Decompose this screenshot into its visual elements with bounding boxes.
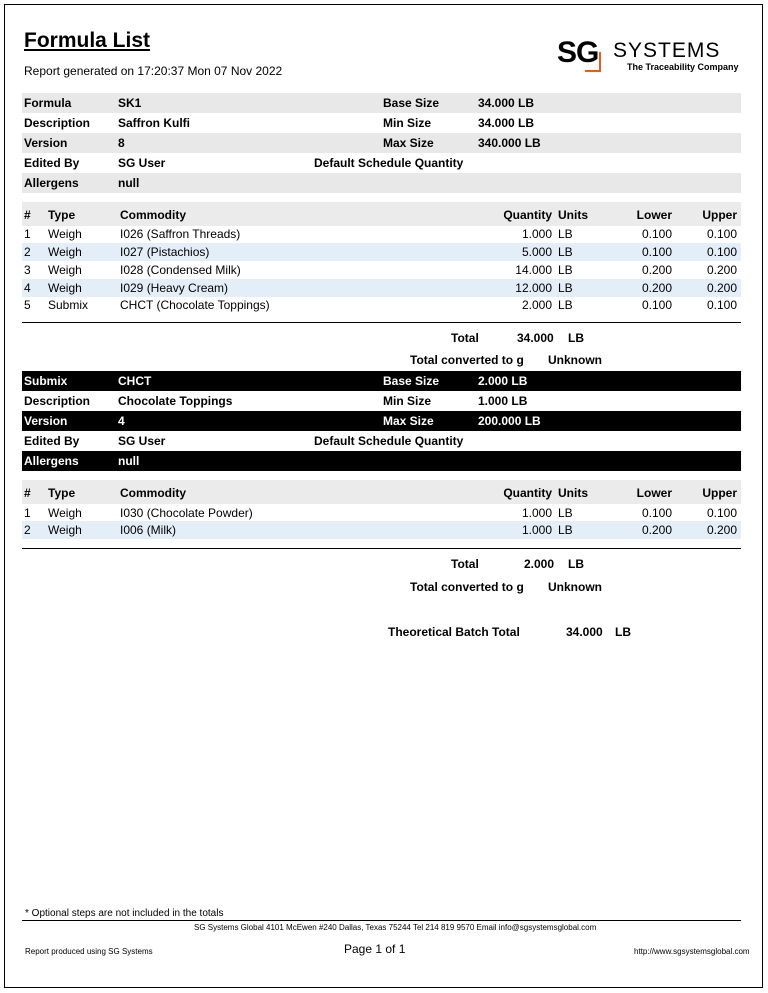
- row-type: Weigh: [48, 506, 82, 520]
- formula-value: SK1: [118, 96, 142, 110]
- submix-row: [22, 371, 741, 391]
- row-num: 1: [24, 506, 31, 520]
- row-type: Weigh: [48, 227, 82, 241]
- col-quantity: Quantity: [503, 486, 552, 500]
- generated-timestamp: Report generated on 17:20:37 Mon 07 Nov 2022: [24, 64, 283, 78]
- submix-base-size-value: 2.000 LB: [478, 374, 528, 388]
- submix-version-value: 4: [118, 414, 125, 428]
- submix-label: Submix: [24, 374, 68, 388]
- row-upper: 0.100: [706, 227, 737, 241]
- base-size-value: 34.000 LB: [478, 96, 535, 110]
- row-lower: 0.200: [641, 281, 672, 295]
- optional-steps-note: * Optional steps are not included in the totals: [25, 908, 224, 919]
- row-num: 4: [24, 281, 31, 295]
- submix-description-label: Description: [24, 394, 91, 408]
- row-quantity: 12.000: [515, 281, 552, 295]
- col-lower: Lower: [636, 486, 672, 500]
- schedule-quantity-label: Default Schedule Quantity: [314, 156, 464, 170]
- divider: [22, 548, 741, 549]
- table-row: [22, 296, 741, 314]
- row-quantity: 2.000: [521, 298, 552, 312]
- formula-table-header: [22, 202, 741, 226]
- row-quantity: 1.000: [521, 506, 552, 520]
- logo-tagline: The Traceability Company: [627, 62, 739, 72]
- row-num: 1: [24, 227, 31, 241]
- company-url[interactable]: http://www.sgsystemsglobal.com: [634, 947, 750, 956]
- submix-min-size-label: Min Size: [383, 394, 432, 408]
- submix-converted-label: Total converted to g: [410, 580, 524, 594]
- table-row: [22, 261, 741, 279]
- converted-label: Total converted to g: [410, 353, 524, 367]
- col-upper: Upper: [702, 486, 737, 500]
- row-units: LB: [558, 298, 573, 312]
- row-upper: 0.200: [706, 263, 737, 277]
- submix-version-label: Version: [24, 414, 68, 428]
- submix-edited-by-value: SG User: [118, 434, 166, 448]
- row-commodity: I026 (Saffron Threads): [120, 227, 241, 241]
- version-row: [22, 133, 741, 153]
- row-upper: 0.100: [706, 298, 737, 312]
- description-value: Saffron Kulfi: [118, 116, 190, 130]
- row-upper: 0.100: [706, 506, 737, 520]
- row-commodity: I028 (Condensed Milk): [120, 263, 241, 277]
- submix-version-row: [22, 411, 741, 431]
- row-units: LB: [558, 227, 573, 241]
- allergens-row: [22, 173, 741, 193]
- submix-min-size-value: 1.000 LB: [478, 394, 528, 408]
- produced-by: Report produced using SG Systems: [25, 947, 153, 956]
- submix-base-size-label: Base Size: [383, 374, 440, 388]
- row-lower: 0.200: [641, 263, 672, 277]
- logo-bracket-icon: [585, 52, 601, 72]
- batch-total-units: LB: [615, 625, 631, 639]
- description-row: [22, 113, 741, 133]
- submix-allergens-value: null: [118, 454, 140, 468]
- row-type: Submix: [48, 298, 89, 312]
- formula-label: Formula: [24, 96, 72, 110]
- row-lower: 0.100: [641, 245, 672, 259]
- row-type: Weigh: [48, 281, 82, 295]
- submix-allergens-row: [22, 451, 741, 471]
- row-commodity: I030 (Chocolate Powder): [120, 506, 253, 520]
- submix-table-header: [22, 480, 741, 504]
- report-title: Formula List: [24, 29, 151, 52]
- edited-by-value: SG User: [118, 156, 166, 170]
- submix-converted-value: Unknown: [548, 580, 602, 594]
- row-num: 2: [24, 245, 31, 259]
- row-upper: 0.200: [706, 523, 737, 537]
- row-num: 5: [24, 298, 31, 312]
- row-num: 3: [24, 263, 31, 277]
- row-lower: 0.200: [641, 523, 672, 537]
- table-row: [22, 279, 741, 297]
- batch-total-label: Theoretical Batch Total: [388, 625, 520, 639]
- batch-total-value: 34.000: [566, 625, 603, 639]
- page-number: Page 1 of 1: [344, 942, 406, 956]
- formula-row: [22, 93, 741, 113]
- row-upper: 0.100: [706, 245, 737, 259]
- submix-schedule-quantity-label: Default Schedule Quantity: [314, 434, 464, 448]
- row-quantity: 5.000: [521, 245, 552, 259]
- row-commodity: I006 (Milk): [120, 523, 177, 537]
- submix-total-value: 2.000: [524, 557, 555, 571]
- total-units: LB: [568, 331, 584, 345]
- col-num: #: [24, 208, 31, 222]
- col-units: Units: [558, 208, 588, 222]
- row-quantity: 14.000: [515, 263, 552, 277]
- min-size-value: 34.000 LB: [478, 116, 535, 130]
- col-commodity: Commodity: [120, 208, 186, 222]
- table-row: [22, 243, 741, 261]
- edited-by-label: Edited By: [24, 156, 80, 170]
- version-value: 8: [118, 136, 125, 150]
- logo-systems: SYSTEMS: [613, 39, 721, 62]
- converted-value: Unknown: [548, 353, 602, 367]
- submix-max-size-value: 200.000 LB: [478, 414, 541, 428]
- version-label: Version: [24, 136, 68, 150]
- row-type: Weigh: [48, 523, 82, 537]
- edited-by-row: [22, 153, 741, 173]
- divider: [22, 322, 741, 323]
- col-type: Type: [48, 486, 76, 500]
- submix-total-units: LB: [568, 557, 584, 571]
- submix-description-value: Chocolate Toppings: [118, 394, 233, 408]
- row-upper: 0.200: [706, 281, 737, 295]
- row-commodity: I027 (Pistachios): [120, 245, 210, 259]
- allergens-value: null: [118, 176, 140, 190]
- logo-sg: SG: [557, 36, 599, 69]
- max-size-label: Max Size: [383, 136, 434, 150]
- row-lower: 0.100: [641, 227, 672, 241]
- col-lower: Lower: [636, 208, 672, 222]
- table-row: [22, 504, 741, 522]
- allergens-label: Allergens: [24, 176, 79, 190]
- row-units: LB: [558, 523, 573, 537]
- row-units: LB: [558, 245, 573, 259]
- company-address: SG Systems Global 4101 McEwen #240 Dallas, Texas 75244 Tel 214 819 9570 Email info@sgsystemsglobal.com: [194, 923, 597, 932]
- row-num: 2: [24, 523, 31, 537]
- col-commodity: Commodity: [120, 486, 186, 500]
- max-size-value: 340.000 LB: [478, 136, 541, 150]
- row-units: LB: [558, 263, 573, 277]
- footer-divider: [22, 920, 741, 921]
- total-label: Total: [451, 331, 479, 345]
- total-value: 34.000: [517, 331, 554, 345]
- col-units: Units: [558, 486, 588, 500]
- submix-edited-by-label: Edited By: [24, 434, 80, 448]
- row-units: LB: [558, 506, 573, 520]
- table-row: [22, 225, 741, 243]
- submix-description-row: [22, 391, 741, 411]
- row-lower: 0.100: [641, 506, 672, 520]
- col-type: Type: [48, 208, 76, 222]
- row-lower: 0.100: [641, 298, 672, 312]
- table-row: [22, 521, 741, 539]
- col-num: #: [24, 486, 31, 500]
- col-upper: Upper: [702, 208, 737, 222]
- submix-allergens-label: Allergens: [24, 454, 79, 468]
- min-size-label: Min Size: [383, 116, 432, 130]
- row-commodity: CHCT (Chocolate Toppings): [120, 298, 270, 312]
- row-quantity: 1.000: [521, 523, 552, 537]
- row-commodity: I029 (Heavy Cream): [120, 281, 229, 295]
- col-quantity: Quantity: [503, 208, 552, 222]
- submix-total-label: Total: [451, 557, 479, 571]
- row-type: Weigh: [48, 263, 82, 277]
- row-type: Weigh: [48, 245, 82, 259]
- submix-value: CHCT: [118, 374, 152, 388]
- row-units: LB: [558, 281, 573, 295]
- sg-systems-logo: [557, 36, 742, 78]
- submix-max-size-label: Max Size: [383, 414, 434, 428]
- description-label: Description: [24, 116, 91, 130]
- base-size-label: Base Size: [383, 96, 440, 110]
- submix-edited-by-row: [22, 431, 741, 451]
- row-quantity: 1.000: [521, 227, 552, 241]
